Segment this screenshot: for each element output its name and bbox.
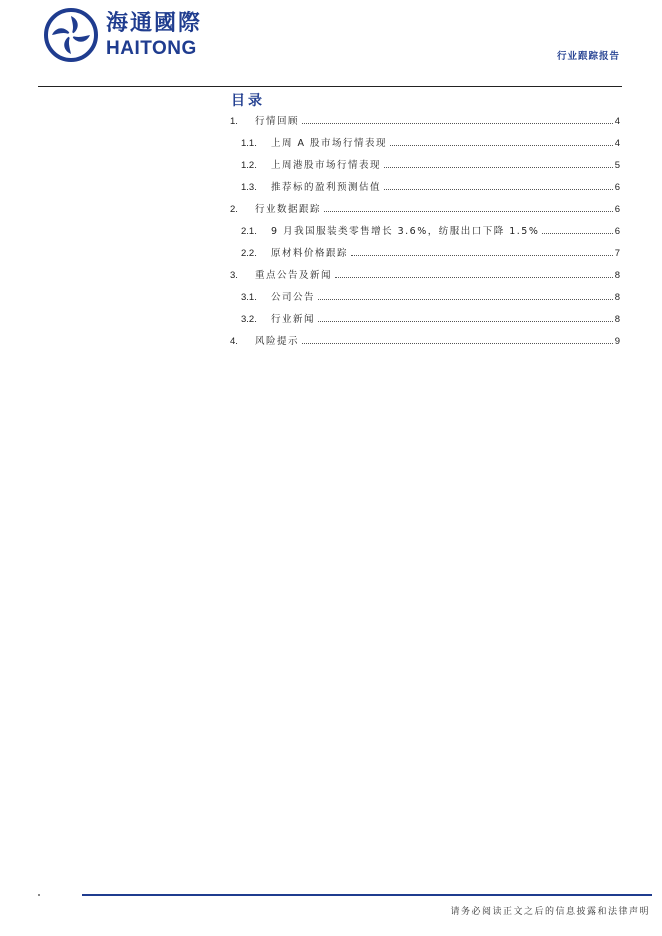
toc-entry[interactable]: [230, 333, 620, 355]
brand-name-cn: 海通國際: [106, 10, 203, 36]
company-logo: [44, 8, 202, 62]
footer-mark: [38, 894, 40, 896]
toc-dot-leader: [542, 233, 612, 234]
toc-entry[interactable]: [230, 267, 620, 289]
toc-entry-number: 2.: [230, 204, 238, 215]
toc-dot-leader: [324, 211, 613, 212]
toc-entry-label: 行业数据跟踪: [255, 204, 322, 215]
toc-dot-leader: [384, 167, 613, 168]
toc-entry-page: 8: [614, 270, 620, 281]
toc-entry-number: 3.1.: [241, 292, 257, 303]
toc-entry[interactable]: [230, 113, 620, 135]
toc-entry[interactable]: [230, 223, 620, 245]
toc-entry-label: 重点公告及新闻: [255, 270, 333, 281]
toc-entry[interactable]: [230, 157, 620, 179]
toc-entry-label: 上周港股市场行情表现: [271, 160, 382, 171]
toc-entry[interactable]: [230, 201, 620, 223]
toc-entry[interactable]: [230, 135, 620, 157]
toc-entry[interactable]: [230, 245, 620, 267]
toc-dot-leader: [390, 145, 613, 146]
toc-entry-label: 9 月我国服装类零售增长 3.6%，纺服出口下降 1.5%: [271, 226, 540, 237]
toc-entry-page: 8: [614, 314, 620, 325]
toc-entry-label: 公司公告: [271, 292, 316, 303]
toc-entry-number: 1.2.: [241, 160, 257, 171]
toc-entry-page: 7: [614, 248, 620, 259]
toc-entry-page: 6: [614, 204, 620, 215]
toc-dot-leader: [318, 321, 613, 322]
toc-entry-label: 推荐标的盈利预测估值: [271, 182, 382, 193]
toc-entry[interactable]: [230, 289, 620, 311]
table-of-contents: [230, 113, 620, 355]
toc-entry-page: 6: [614, 182, 620, 193]
toc-dot-leader: [302, 343, 613, 344]
haitong-emblem-icon: [44, 8, 98, 62]
toc-entry-label: 风险提示: [255, 336, 300, 347]
toc-entry-label: 上周 A 股市场行情表现: [271, 138, 388, 149]
toc-entry-page: 8: [614, 292, 620, 303]
footer-disclaimer: 请务必阅读正文之后的信息披露和法律声明: [450, 907, 650, 917]
toc-entry-page: 9: [614, 336, 620, 347]
toc-entry-page: 5: [614, 160, 620, 171]
toc-title: 目录: [231, 93, 265, 109]
toc-dot-leader: [302, 123, 613, 124]
toc-entry-label: 行情回顾: [255, 116, 300, 127]
toc-dot-leader: [335, 277, 613, 278]
toc-entry-number: 2.1.: [241, 226, 257, 237]
toc-entry-number: 2.2.: [241, 248, 257, 259]
toc-dot-leader: [384, 189, 613, 190]
toc-entry-number: 1.: [230, 116, 238, 127]
header-divider: [38, 86, 622, 87]
toc-entry-label: 行业新闻: [271, 314, 316, 325]
toc-entry-number: 3.: [230, 270, 238, 281]
toc-entry-page: 4: [614, 116, 620, 127]
toc-entry-number: 1.3.: [241, 182, 257, 193]
toc-entry-number: 3.2.: [241, 314, 257, 325]
toc-entry-label: 原材料价格跟踪: [271, 248, 349, 259]
toc-dot-leader: [351, 255, 613, 256]
toc-entry-page: 6: [614, 226, 620, 237]
brand-name-en: HAITONG: [106, 37, 197, 59]
footer-divider: [82, 894, 652, 896]
toc-entry-page: 4: [614, 138, 620, 149]
report-type-label: 行业跟踪报告: [556, 51, 620, 62]
toc-entry-number: 1.1.: [241, 138, 257, 149]
toc-entry[interactable]: [230, 179, 620, 201]
toc-entry-number: 4.: [230, 336, 238, 347]
toc-entry[interactable]: [230, 311, 620, 333]
toc-dot-leader: [318, 299, 613, 300]
